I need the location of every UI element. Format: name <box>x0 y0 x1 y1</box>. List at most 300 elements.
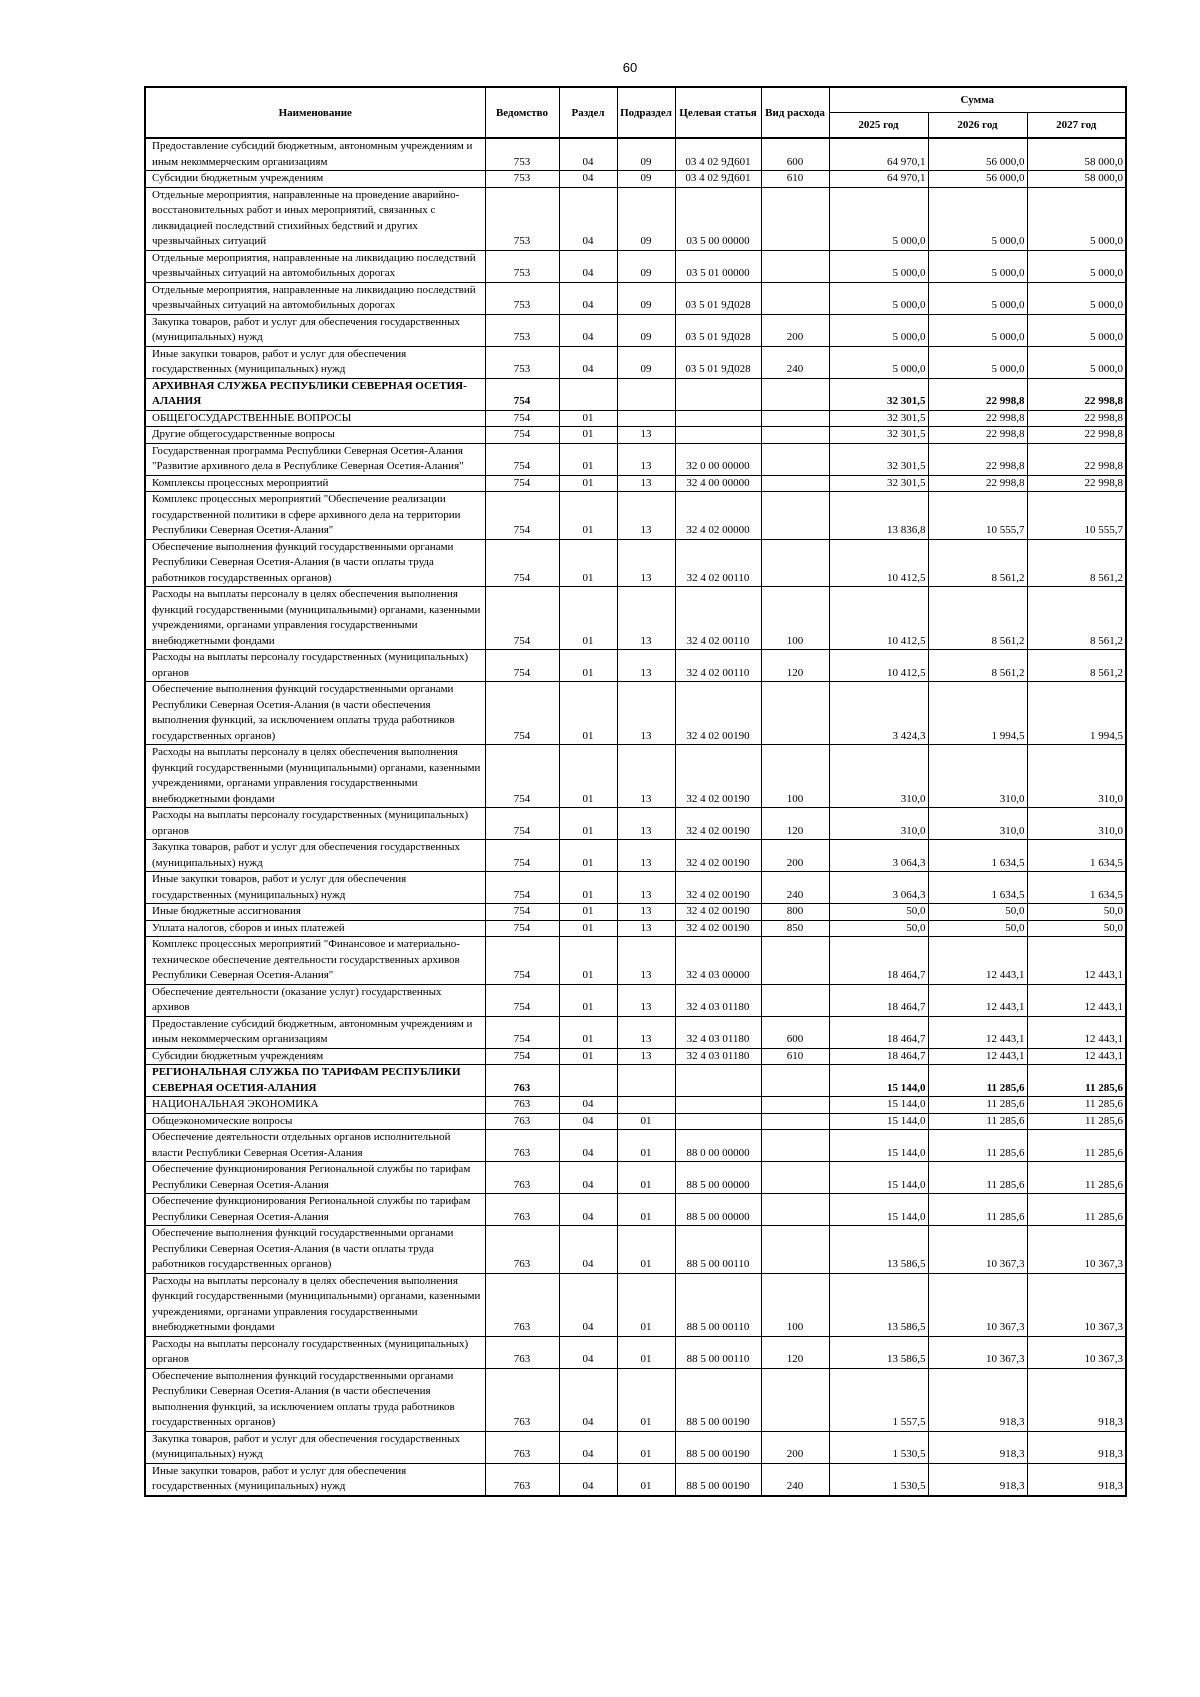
cell-vedomstvo: 754 <box>485 410 559 427</box>
cell-vedomstvo: 763 <box>485 1431 559 1463</box>
cell-podrazdel: 13 <box>617 427 675 444</box>
cell-sum-2026: 310,0 <box>928 808 1027 840</box>
cell-vedomstvo: 754 <box>485 904 559 921</box>
cell-celevaya-statya: 32 4 02 00110 <box>675 587 761 650</box>
cell-vid-rashoda: 610 <box>761 1048 829 1065</box>
cell-celevaya-statya <box>675 427 761 444</box>
cell-podrazdel: 13 <box>617 920 675 937</box>
cell-vedomstvo: 763 <box>485 1194 559 1226</box>
cell-sum-2026: 8 561,2 <box>928 539 1027 587</box>
cell-vedomstvo: 753 <box>485 250 559 282</box>
cell-celevaya-statya: 88 5 00 00190 <box>675 1431 761 1463</box>
table-row <box>145 443 1126 475</box>
cell-celevaya-statya: 32 4 00 00000 <box>675 475 761 492</box>
cell-celevaya-statya: 03 4 02 9Д601 <box>675 138 761 171</box>
cell-sum-2027: 11 285,6 <box>1027 1194 1126 1226</box>
cell-vedomstvo: 754 <box>485 1016 559 1048</box>
cell-razdel: 01 <box>559 650 617 682</box>
cell-vid-rashoda <box>761 427 829 444</box>
cell-name: РЕГИОНАЛЬНАЯ СЛУЖБА ПО ТАРИФАМ РЕСПУБЛИКИ СЕВЕРНАЯ ОСЕТИЯ-АЛАНИЯ <box>145 1065 485 1097</box>
cell-podrazdel: 09 <box>617 187 675 250</box>
cell-sum-2025: 13 586,5 <box>829 1226 928 1274</box>
cell-vid-rashoda <box>761 250 829 282</box>
cell-vedomstvo: 753 <box>485 282 559 314</box>
cell-podrazdel: 09 <box>617 138 675 171</box>
cell-razdel: 04 <box>559 171 617 188</box>
cell-vedomstvo: 754 <box>485 682 559 745</box>
table-row <box>145 171 1126 188</box>
table-row <box>145 346 1126 378</box>
cell-celevaya-statya: 88 0 00 00000 <box>675 1130 761 1162</box>
cell-sum-2027: 10 555,7 <box>1027 492 1126 540</box>
cell-sum-2025: 3 064,3 <box>829 872 928 904</box>
header-vid-rashoda: Вид расхода <box>761 87 829 138</box>
cell-celevaya-statya: 88 5 00 00110 <box>675 1336 761 1368</box>
cell-sum-2026: 22 998,8 <box>928 443 1027 475</box>
cell-vid-rashoda <box>761 1226 829 1274</box>
cell-sum-2026: 12 443,1 <box>928 1048 1027 1065</box>
cell-sum-2025: 5 000,0 <box>829 346 928 378</box>
cell-vedomstvo: 763 <box>485 1368 559 1431</box>
table-row <box>145 282 1126 314</box>
cell-vedomstvo: 754 <box>485 840 559 872</box>
cell-vid-rashoda: 850 <box>761 920 829 937</box>
cell-razdel <box>559 1065 617 1097</box>
header-year-2025: 2025 год <box>829 113 928 139</box>
table-row <box>145 920 1126 937</box>
cell-razdel: 04 <box>559 346 617 378</box>
cell-razdel: 04 <box>559 1194 617 1226</box>
table-body <box>145 138 1126 1496</box>
cell-vid-rashoda <box>761 1065 829 1097</box>
cell-name: АРХИВНАЯ СЛУЖБА РЕСПУБЛИКИ СЕВЕРНАЯ ОСЕТИЯ-АЛАНИЯ <box>145 378 485 410</box>
cell-sum-2025: 15 144,0 <box>829 1097 928 1114</box>
cell-sum-2026: 1 994,5 <box>928 682 1027 745</box>
cell-vid-rashoda <box>761 984 829 1016</box>
cell-name: Закупка товаров, работ и услуг для обеспечения государственных (муниципальных) нужд <box>145 840 485 872</box>
cell-sum-2026: 5 000,0 <box>928 314 1027 346</box>
cell-name: Обеспечение функционирования Региональной службы по тарифам Республики Северная Осетия-Алания <box>145 1162 485 1194</box>
cell-sum-2027: 1 994,5 <box>1027 682 1126 745</box>
cell-sum-2026: 310,0 <box>928 745 1027 808</box>
cell-celevaya-statya <box>675 378 761 410</box>
cell-sum-2026: 918,3 <box>928 1368 1027 1431</box>
cell-razdel: 04 <box>559 314 617 346</box>
cell-sum-2027: 11 285,6 <box>1027 1065 1126 1097</box>
cell-podrazdel: 13 <box>617 587 675 650</box>
cell-celevaya-statya: 32 0 00 00000 <box>675 443 761 475</box>
cell-sum-2025: 15 144,0 <box>829 1194 928 1226</box>
table-row <box>145 475 1126 492</box>
cell-celevaya-statya: 03 5 01 9Д028 <box>675 346 761 378</box>
cell-name: Расходы на выплаты персоналу государственных (муниципальных) органов <box>145 808 485 840</box>
cell-sum-2025: 310,0 <box>829 745 928 808</box>
cell-podrazdel: 01 <box>617 1463 675 1496</box>
cell-vedomstvo: 763 <box>485 1463 559 1496</box>
cell-podrazdel: 01 <box>617 1226 675 1274</box>
cell-name: Отдельные мероприятия, направленные на ликвидацию последствий чрезвычайных ситуаций на автомобильных дорогах <box>145 250 485 282</box>
cell-name: Иные закупки товаров, работ и услуг для обеспечения государственных (муниципальных) нужд <box>145 1463 485 1496</box>
cell-sum-2025: 3 064,3 <box>829 840 928 872</box>
cell-celevaya-statya: 32 4 02 00190 <box>675 808 761 840</box>
cell-name: Комплекс процессных мероприятий "Финансовое и материально-техническое обеспечение деятельности государственных архивов Республики Северная Осетия-Алания" <box>145 937 485 985</box>
cell-vedomstvo: 754 <box>485 539 559 587</box>
cell-celevaya-statya: 88 5 00 00190 <box>675 1368 761 1431</box>
cell-vedomstvo: 763 <box>485 1065 559 1097</box>
cell-vedomstvo: 754 <box>485 808 559 840</box>
cell-celevaya-statya: 88 5 00 00000 <box>675 1162 761 1194</box>
cell-celevaya-statya: 03 5 00 00000 <box>675 187 761 250</box>
cell-vid-rashoda: 120 <box>761 1336 829 1368</box>
cell-celevaya-statya: 32 4 02 00190 <box>675 840 761 872</box>
cell-vedomstvo: 763 <box>485 1273 559 1336</box>
cell-vedomstvo: 754 <box>485 937 559 985</box>
cell-razdel: 04 <box>559 1336 617 1368</box>
cell-podrazdel: 01 <box>617 1194 675 1226</box>
table-row <box>145 492 1126 540</box>
cell-name: Государственная программа Республики Северная Осетия-Алания "Развитие архивного дела в Республике Северная Осетия-Алания" <box>145 443 485 475</box>
cell-razdel: 01 <box>559 984 617 1016</box>
table-row <box>145 1336 1126 1368</box>
cell-celevaya-statya: 32 4 03 01180 <box>675 984 761 1016</box>
cell-vid-rashoda <box>761 443 829 475</box>
cell-sum-2026: 10 367,3 <box>928 1226 1027 1274</box>
cell-razdel: 04 <box>559 1113 617 1130</box>
table-row <box>145 187 1126 250</box>
cell-name: Закупка товаров, работ и услуг для обеспечения государственных (муниципальных) нужд <box>145 1431 485 1463</box>
table-row <box>145 1113 1126 1130</box>
cell-sum-2026: 11 285,6 <box>928 1130 1027 1162</box>
cell-sum-2025: 64 970,1 <box>829 138 928 171</box>
cell-razdel: 01 <box>559 427 617 444</box>
cell-sum-2025: 18 464,7 <box>829 984 928 1016</box>
cell-sum-2027: 58 000,0 <box>1027 171 1126 188</box>
cell-sum-2025: 15 144,0 <box>829 1065 928 1097</box>
cell-sum-2027: 8 561,2 <box>1027 587 1126 650</box>
cell-sum-2027: 918,3 <box>1027 1463 1126 1496</box>
cell-razdel: 01 <box>559 587 617 650</box>
cell-name: Обеспечение выполнения функций государственными органами Республики Северная Осетия-Алания (в части обеспечения выполнения функций, за исключением оплаты труда работников государственных органов) <box>145 682 485 745</box>
cell-sum-2025: 13 586,5 <box>829 1273 928 1336</box>
table-row <box>145 587 1126 650</box>
cell-sum-2026: 918,3 <box>928 1463 1027 1496</box>
cell-celevaya-statya: 88 5 00 00000 <box>675 1194 761 1226</box>
cell-vedomstvo: 763 <box>485 1226 559 1274</box>
cell-vedomstvo: 754 <box>485 650 559 682</box>
cell-podrazdel: 01 <box>617 1130 675 1162</box>
cell-sum-2026: 10 555,7 <box>928 492 1027 540</box>
cell-vedomstvo: 754 <box>485 920 559 937</box>
cell-name: Предоставление субсидий бюджетным, автономным учреждениям и иным некоммерческим организациям <box>145 1016 485 1048</box>
cell-sum-2026: 5 000,0 <box>928 187 1027 250</box>
cell-sum-2025: 5 000,0 <box>829 187 928 250</box>
cell-vid-rashoda <box>761 410 829 427</box>
cell-podrazdel: 13 <box>617 984 675 1016</box>
cell-celevaya-statya: 32 4 02 00000 <box>675 492 761 540</box>
cell-vid-rashoda <box>761 937 829 985</box>
cell-sum-2025: 5 000,0 <box>829 314 928 346</box>
cell-vid-rashoda: 100 <box>761 745 829 808</box>
table-row <box>145 872 1126 904</box>
cell-sum-2026: 8 561,2 <box>928 587 1027 650</box>
cell-vedomstvo: 754 <box>485 427 559 444</box>
cell-razdel: 04 <box>559 1226 617 1274</box>
cell-sum-2026: 918,3 <box>928 1431 1027 1463</box>
cell-sum-2027: 11 285,6 <box>1027 1113 1126 1130</box>
table-row <box>145 314 1126 346</box>
cell-name: Субсидии бюджетным учреждениям <box>145 171 485 188</box>
header-name: Наименование <box>145 87 485 138</box>
table-row <box>145 904 1126 921</box>
table-row <box>145 1130 1126 1162</box>
cell-sum-2026: 5 000,0 <box>928 282 1027 314</box>
table-row <box>145 840 1126 872</box>
table-row <box>145 250 1126 282</box>
table-row <box>145 1431 1126 1463</box>
cell-celevaya-statya: 32 4 03 01180 <box>675 1016 761 1048</box>
table-row <box>145 650 1126 682</box>
cell-sum-2027: 12 443,1 <box>1027 984 1126 1016</box>
table-row <box>145 1194 1126 1226</box>
cell-sum-2025: 15 144,0 <box>829 1162 928 1194</box>
cell-celevaya-statya: 32 4 02 00190 <box>675 904 761 921</box>
cell-sum-2027: 12 443,1 <box>1027 1048 1126 1065</box>
cell-sum-2027: 310,0 <box>1027 745 1126 808</box>
cell-name: Иные закупки товаров, работ и услуг для обеспечения государственных (муниципальных) нужд <box>145 346 485 378</box>
cell-vedomstvo: 754 <box>485 378 559 410</box>
cell-name: Предоставление субсидий бюджетным, автономным учреждениям и иным некоммерческим организациям <box>145 138 485 171</box>
cell-vid-rashoda <box>761 1113 829 1130</box>
cell-sum-2027: 22 998,8 <box>1027 378 1126 410</box>
cell-sum-2025: 32 301,5 <box>829 475 928 492</box>
cell-podrazdel <box>617 1097 675 1114</box>
cell-sum-2025: 32 301,5 <box>829 410 928 427</box>
cell-sum-2027: 5 000,0 <box>1027 282 1126 314</box>
cell-sum-2026: 5 000,0 <box>928 250 1027 282</box>
cell-vid-rashoda: 100 <box>761 587 829 650</box>
table-row <box>145 378 1126 410</box>
cell-name: Расходы на выплаты персоналу в целях обеспечения выполнения функций государственными (муниципальными) органами, казенными учреждениями, органами управления государственными внебюджетными фондами <box>145 1273 485 1336</box>
cell-podrazdel: 13 <box>617 904 675 921</box>
cell-vedomstvo: 753 <box>485 346 559 378</box>
cell-vedomstvo: 754 <box>485 984 559 1016</box>
cell-vid-rashoda: 610 <box>761 171 829 188</box>
cell-sum-2026: 1 634,5 <box>928 840 1027 872</box>
cell-vid-rashoda <box>761 1130 829 1162</box>
cell-sum-2025: 18 464,7 <box>829 1048 928 1065</box>
cell-name: Обеспечение функционирования Региональной службы по тарифам Республики Северная Осетия-Алания <box>145 1194 485 1226</box>
cell-podrazdel: 13 <box>617 808 675 840</box>
cell-celevaya-statya: 03 5 01 00000 <box>675 250 761 282</box>
cell-celevaya-statya: 88 5 00 00190 <box>675 1463 761 1496</box>
cell-sum-2027: 12 443,1 <box>1027 1016 1126 1048</box>
cell-sum-2025: 310,0 <box>829 808 928 840</box>
cell-razdel: 01 <box>559 682 617 745</box>
cell-sum-2027: 8 561,2 <box>1027 650 1126 682</box>
cell-sum-2026: 11 285,6 <box>928 1194 1027 1226</box>
cell-sum-2026: 50,0 <box>928 920 1027 937</box>
cell-vid-rashoda <box>761 282 829 314</box>
cell-name: Расходы на выплаты персоналу государственных (муниципальных) органов <box>145 650 485 682</box>
cell-razdel: 01 <box>559 872 617 904</box>
cell-podrazdel: 09 <box>617 282 675 314</box>
cell-podrazdel: 13 <box>617 682 675 745</box>
cell-sum-2025: 32 301,5 <box>829 378 928 410</box>
cell-podrazdel <box>617 1065 675 1097</box>
cell-razdel: 01 <box>559 920 617 937</box>
cell-vid-rashoda <box>761 492 829 540</box>
cell-vedomstvo: 763 <box>485 1113 559 1130</box>
cell-sum-2025: 10 412,5 <box>829 650 928 682</box>
cell-name: Другие общегосударственные вопросы <box>145 427 485 444</box>
cell-sum-2025: 3 424,3 <box>829 682 928 745</box>
cell-sum-2027: 22 998,8 <box>1027 410 1126 427</box>
cell-podrazdel: 01 <box>617 1336 675 1368</box>
cell-celevaya-statya <box>675 1065 761 1097</box>
cell-sum-2026: 56 000,0 <box>928 138 1027 171</box>
cell-sum-2026: 12 443,1 <box>928 937 1027 985</box>
cell-sum-2027: 10 367,3 <box>1027 1273 1126 1336</box>
cell-celevaya-statya: 32 4 02 00190 <box>675 920 761 937</box>
cell-razdel: 01 <box>559 443 617 475</box>
cell-podrazdel: 13 <box>617 937 675 985</box>
cell-sum-2025: 32 301,5 <box>829 427 928 444</box>
table-row <box>145 138 1126 171</box>
table-row <box>145 1273 1126 1336</box>
cell-name: ОБЩЕГОСУДАРСТВЕННЫЕ ВОПРОСЫ <box>145 410 485 427</box>
cell-sum-2027: 22 998,8 <box>1027 427 1126 444</box>
cell-sum-2025: 32 301,5 <box>829 443 928 475</box>
table-row <box>145 937 1126 985</box>
cell-vid-rashoda <box>761 1162 829 1194</box>
cell-sum-2025: 10 412,5 <box>829 539 928 587</box>
cell-vid-rashoda: 600 <box>761 138 829 171</box>
table-row <box>145 1368 1126 1431</box>
cell-sum-2026: 50,0 <box>928 904 1027 921</box>
cell-podrazdel: 09 <box>617 346 675 378</box>
cell-sum-2027: 1 634,5 <box>1027 840 1126 872</box>
cell-sum-2027: 22 998,8 <box>1027 443 1126 475</box>
cell-vid-rashoda: 120 <box>761 808 829 840</box>
table-row <box>145 984 1126 1016</box>
cell-razdel: 01 <box>559 475 617 492</box>
cell-vedomstvo: 754 <box>485 475 559 492</box>
cell-sum-2026: 12 443,1 <box>928 984 1027 1016</box>
cell-sum-2027: 8 561,2 <box>1027 539 1126 587</box>
cell-podrazdel: 13 <box>617 443 675 475</box>
cell-sum-2025: 1 557,5 <box>829 1368 928 1431</box>
cell-vid-rashoda <box>761 378 829 410</box>
cell-razdel: 01 <box>559 492 617 540</box>
cell-sum-2027: 1 634,5 <box>1027 872 1126 904</box>
cell-name: Обеспечение выполнения функций государственными органами Республики Северная Осетия-Алания (в части оплаты труда работников государственных органов) <box>145 1226 485 1274</box>
cell-vid-rashoda <box>761 539 829 587</box>
cell-sum-2027: 11 285,6 <box>1027 1130 1126 1162</box>
cell-vedomstvo: 763 <box>485 1336 559 1368</box>
table-header <box>145 87 1126 138</box>
cell-sum-2026: 12 443,1 <box>928 1016 1027 1048</box>
table-row <box>145 1162 1126 1194</box>
header-vedomstvo: Ведомство <box>485 87 559 138</box>
cell-razdel: 04 <box>559 1463 617 1496</box>
cell-sum-2027: 12 443,1 <box>1027 937 1126 985</box>
cell-vedomstvo: 753 <box>485 314 559 346</box>
cell-name: Комплекс процессных мероприятий "Обеспечение реализации государственной политики в сфере архивного дела на территории Республики Северная Осетия-Алания" <box>145 492 485 540</box>
cell-name: Общеэкономические вопросы <box>145 1113 485 1130</box>
cell-razdel: 01 <box>559 937 617 985</box>
cell-name: Обеспечение деятельности отдельных органов исполнительной власти Республики Северная Осетия-Алания <box>145 1130 485 1162</box>
cell-sum-2026: 8 561,2 <box>928 650 1027 682</box>
cell-celevaya-statya <box>675 410 761 427</box>
cell-vedomstvo: 763 <box>485 1097 559 1114</box>
cell-razdel: 01 <box>559 539 617 587</box>
cell-celevaya-statya: 32 4 02 00110 <box>675 650 761 682</box>
cell-razdel: 04 <box>559 282 617 314</box>
cell-celevaya-statya: 03 5 01 9Д028 <box>675 282 761 314</box>
cell-vid-rashoda: 120 <box>761 650 829 682</box>
cell-sum-2027: 11 285,6 <box>1027 1097 1126 1114</box>
cell-name: Обеспечение выполнения функций государственными органами Республики Северная Осетия-Алания (в части обеспечения выполнения функций, за исключением оплаты труда работников государственных органов) <box>145 1368 485 1431</box>
cell-sum-2026: 56 000,0 <box>928 171 1027 188</box>
cell-sum-2026: 11 285,6 <box>928 1065 1027 1097</box>
cell-podrazdel: 09 <box>617 314 675 346</box>
cell-sum-2025: 15 144,0 <box>829 1130 928 1162</box>
cell-podrazdel: 01 <box>617 1431 675 1463</box>
cell-razdel: 01 <box>559 1016 617 1048</box>
cell-razdel: 04 <box>559 250 617 282</box>
table-row <box>145 1065 1126 1097</box>
cell-vedomstvo: 763 <box>485 1130 559 1162</box>
cell-sum-2027: 5 000,0 <box>1027 314 1126 346</box>
cell-sum-2025: 10 412,5 <box>829 587 928 650</box>
cell-sum-2027: 11 285,6 <box>1027 1162 1126 1194</box>
cell-sum-2026: 22 998,8 <box>928 410 1027 427</box>
cell-podrazdel: 01 <box>617 1113 675 1130</box>
cell-name: Закупка товаров, работ и услуг для обеспечения государственных (муниципальных) нужд <box>145 314 485 346</box>
cell-razdel: 04 <box>559 187 617 250</box>
cell-vid-rashoda: 240 <box>761 1463 829 1496</box>
cell-vedomstvo: 754 <box>485 745 559 808</box>
header-summa: Сумма <box>829 87 1126 113</box>
cell-sum-2027: 22 998,8 <box>1027 475 1126 492</box>
cell-razdel: 04 <box>559 1431 617 1463</box>
cell-podrazdel: 09 <box>617 171 675 188</box>
cell-razdel: 04 <box>559 138 617 171</box>
cell-vid-rashoda <box>761 1097 829 1114</box>
cell-razdel: 01 <box>559 808 617 840</box>
cell-podrazdel: 13 <box>617 872 675 904</box>
cell-sum-2026: 22 998,8 <box>928 378 1027 410</box>
cell-vid-rashoda: 240 <box>761 872 829 904</box>
cell-podrazdel: 13 <box>617 539 675 587</box>
cell-podrazdel <box>617 378 675 410</box>
cell-name: Субсидии бюджетным учреждениям <box>145 1048 485 1065</box>
cell-vid-rashoda: 200 <box>761 314 829 346</box>
cell-vedomstvo: 754 <box>485 587 559 650</box>
cell-sum-2026: 5 000,0 <box>928 346 1027 378</box>
cell-name: Обеспечение деятельности (оказание услуг) государственных архивов <box>145 984 485 1016</box>
cell-razdel <box>559 378 617 410</box>
cell-sum-2025: 50,0 <box>829 920 928 937</box>
cell-vid-rashoda: 200 <box>761 1431 829 1463</box>
cell-sum-2027: 10 367,3 <box>1027 1336 1126 1368</box>
cell-celevaya-statya: 88 5 00 00110 <box>675 1226 761 1274</box>
cell-sum-2026: 22 998,8 <box>928 427 1027 444</box>
cell-celevaya-statya: 32 4 02 00190 <box>675 872 761 904</box>
cell-podrazdel: 13 <box>617 650 675 682</box>
cell-sum-2025: 15 144,0 <box>829 1113 928 1130</box>
cell-sum-2026: 10 367,3 <box>928 1273 1027 1336</box>
